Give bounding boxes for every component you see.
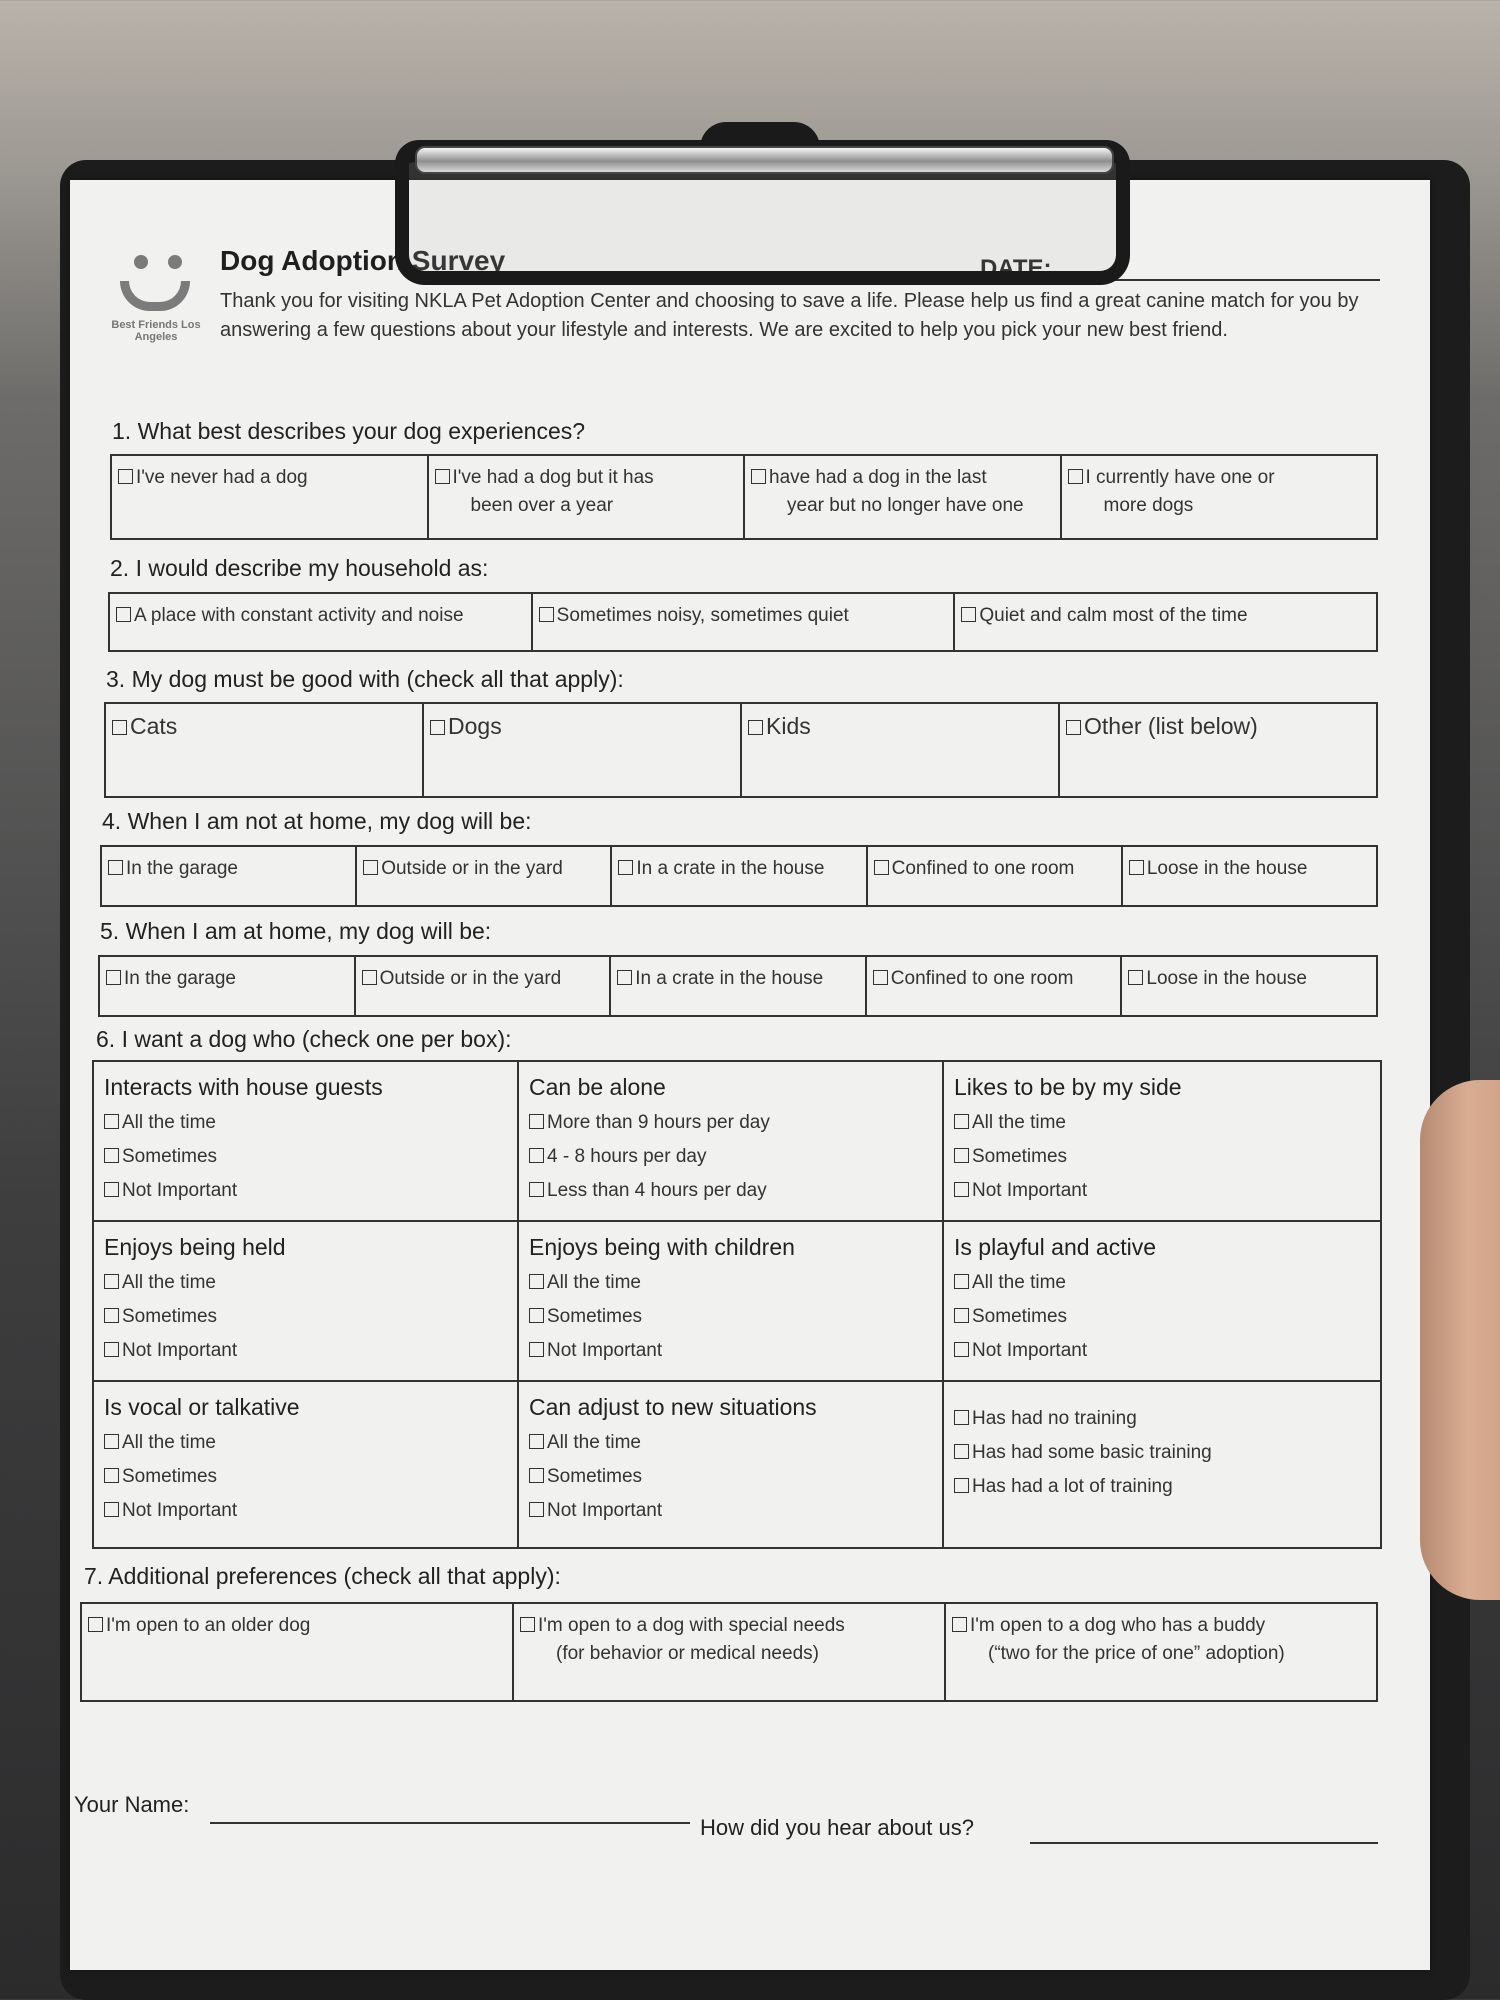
q6-cell: Enjoys being with children All the time Sometimes Not Important bbox=[519, 1222, 944, 1382]
q6-cell-training bbox=[944, 1382, 1380, 1547]
q6-option[interactable]: All the time bbox=[529, 1426, 932, 1460]
q5-option[interactable]: Outside or in the yard bbox=[354, 957, 610, 1015]
checkbox-icon[interactable] bbox=[118, 469, 133, 484]
q6-option[interactable]: Sometimes bbox=[954, 1140, 1370, 1174]
q1-option[interactable]: I've had a dog but it has been over a year bbox=[427, 456, 744, 538]
q1-title: 1. What best describes your dog experiences? bbox=[112, 418, 586, 444]
q5-option[interactable]: Confined to one room bbox=[865, 957, 1121, 1015]
name-label: Your Name: bbox=[74, 1792, 190, 1817]
q6-option[interactable]: Not Important bbox=[104, 1334, 507, 1368]
q4-title: 4. When I am not at home, my dog will be: bbox=[102, 808, 532, 834]
q7-options bbox=[80, 1602, 1378, 1702]
logo-brand-text: Best Friends Los Angeles bbox=[111, 319, 201, 343]
q6-cell: Interacts with house guests All the time Sometimes Not Important bbox=[94, 1062, 519, 1222]
q4-option[interactable]: In a crate in the house bbox=[610, 847, 865, 905]
checkbox-icon[interactable] bbox=[952, 1617, 967, 1632]
checkbox-icon[interactable] bbox=[112, 720, 127, 735]
q3-option[interactable]: Kids bbox=[740, 704, 1058, 796]
q6-grid bbox=[92, 1060, 1382, 1549]
q6-cell: Likes to be by my side All the time Sometimes Not Important bbox=[944, 1062, 1380, 1222]
checkbox-icon[interactable] bbox=[529, 1342, 544, 1357]
logo-eye-icon bbox=[134, 255, 148, 269]
checkbox-icon[interactable] bbox=[954, 1444, 969, 1459]
intro-text: Thank you for visiting NKLA Pet Adoption Center and choosing to save a life. Please help us find a great canine match for you by answering a few questions about your lifestyle and interests. We are excited to help you pick your new best friend. bbox=[220, 290, 1359, 341]
q6-option[interactable]: More than 9 hours per day bbox=[529, 1106, 932, 1140]
checkbox-icon[interactable] bbox=[748, 720, 763, 735]
q3-options bbox=[104, 702, 1378, 798]
q6-option[interactable]: Sometimes bbox=[104, 1300, 507, 1334]
q2-title: 2. I would describe my household as: bbox=[110, 555, 489, 581]
checkbox-icon[interactable] bbox=[1066, 720, 1081, 735]
checkbox-icon[interactable] bbox=[529, 1182, 544, 1197]
best-friends-logo bbox=[110, 245, 206, 355]
q5-title: 5. When I am at home, my dog will be: bbox=[100, 918, 492, 944]
q6-option[interactable]: All the time bbox=[954, 1266, 1370, 1300]
checkbox-icon[interactable] bbox=[529, 1434, 544, 1449]
q1-options bbox=[110, 454, 1378, 540]
checkbox-icon[interactable] bbox=[954, 1114, 969, 1129]
q6-option[interactable]: Has had some basic training bbox=[954, 1436, 1370, 1470]
checkbox-icon[interactable] bbox=[1129, 860, 1144, 875]
checkbox-icon[interactable] bbox=[751, 469, 766, 484]
checkbox-icon[interactable] bbox=[435, 469, 450, 484]
hear-field[interactable] bbox=[1030, 1842, 1378, 1844]
q6-option[interactable]: Not Important bbox=[954, 1334, 1370, 1368]
q4-option[interactable]: Confined to one room bbox=[866, 847, 1121, 905]
q6-option[interactable]: Not Important bbox=[104, 1174, 507, 1208]
checkbox-icon[interactable] bbox=[954, 1342, 969, 1357]
hand-thumb bbox=[1420, 1080, 1500, 1600]
q4-option[interactable]: Loose in the house bbox=[1121, 847, 1376, 905]
q6-option[interactable]: All the time bbox=[529, 1266, 932, 1300]
logo-eye-icon bbox=[168, 255, 182, 269]
checkbox-icon[interactable] bbox=[529, 1468, 544, 1483]
q4-option[interactable]: Outside or in the yard bbox=[355, 847, 610, 905]
q5-option[interactable]: In a crate in the house bbox=[609, 957, 865, 1015]
q6-cell: Can adjust to new situations All the time Sometimes Not Important bbox=[519, 1382, 944, 1547]
checkbox-icon[interactable] bbox=[104, 1274, 119, 1289]
checkbox-icon[interactable] bbox=[954, 1182, 969, 1197]
q2-options bbox=[108, 592, 1378, 652]
q7-option[interactable]: I'm open to an older dog bbox=[82, 1604, 512, 1700]
checkbox-icon[interactable] bbox=[617, 970, 632, 985]
checkbox-icon[interactable] bbox=[954, 1478, 969, 1493]
q3-option[interactable]: Cats bbox=[106, 704, 422, 796]
q2-option[interactable]: Quiet and calm most of the time bbox=[953, 594, 1376, 650]
q6-option[interactable]: All the time bbox=[954, 1106, 1370, 1140]
checkbox-icon[interactable] bbox=[104, 1308, 119, 1323]
checkbox-icon[interactable] bbox=[954, 1148, 969, 1163]
checkbox-icon[interactable] bbox=[104, 1468, 119, 1483]
q6-option[interactable]: Not Important bbox=[529, 1334, 932, 1368]
checkbox-icon[interactable] bbox=[430, 720, 445, 735]
q4-options bbox=[100, 845, 1378, 907]
checkbox-icon[interactable] bbox=[1128, 970, 1143, 985]
checkbox-icon[interactable] bbox=[104, 1182, 119, 1197]
checkbox-icon[interactable] bbox=[873, 970, 888, 985]
q6-option[interactable]: Less than 4 hours per day bbox=[529, 1174, 932, 1208]
q6-cell: Is vocal or talkative All the time Sometimes Not Important bbox=[94, 1382, 519, 1547]
q6-option[interactable]: All the time bbox=[104, 1106, 507, 1140]
q6-option[interactable]: Sometimes bbox=[954, 1300, 1370, 1334]
checkbox-icon[interactable] bbox=[106, 970, 121, 985]
q3-title: 3. My dog must be good with (check all that apply): bbox=[106, 666, 624, 692]
q1-option[interactable]: I currently have one or more dogs bbox=[1060, 456, 1377, 538]
checkbox-icon[interactable] bbox=[520, 1617, 535, 1632]
q6-option[interactable]: Not Important bbox=[104, 1494, 507, 1528]
checkbox-icon[interactable] bbox=[961, 607, 976, 622]
q6-option[interactable]: All the time bbox=[104, 1266, 507, 1300]
q6-option[interactable]: All the time bbox=[104, 1426, 507, 1460]
name-field[interactable] bbox=[210, 1822, 690, 1824]
q6-option[interactable]: Not Important bbox=[529, 1494, 932, 1528]
q2-option[interactable]: A place with constant activity and noise bbox=[110, 594, 531, 650]
checkbox-icon[interactable] bbox=[88, 1617, 103, 1632]
q6-option[interactable]: Sometimes bbox=[104, 1460, 507, 1494]
hear-label: How did you hear about us? bbox=[700, 1815, 974, 1840]
checkbox-icon[interactable] bbox=[108, 860, 123, 875]
checkbox-icon[interactable] bbox=[529, 1502, 544, 1517]
checkbox-icon[interactable] bbox=[529, 1308, 544, 1323]
q1-option[interactable]: I've never had a dog bbox=[112, 456, 427, 538]
checkbox-icon[interactable] bbox=[529, 1148, 544, 1163]
checkbox-icon[interactable] bbox=[874, 860, 889, 875]
logo-smile-icon bbox=[120, 281, 190, 311]
q5-option[interactable]: Loose in the house bbox=[1120, 957, 1376, 1015]
date-label: DATE: bbox=[980, 255, 1052, 282]
checkbox-icon[interactable] bbox=[104, 1114, 119, 1129]
q6-title: 6. I want a dog who (check one per box): bbox=[96, 1026, 512, 1052]
q6-cell: Enjoys being held All the time Sometimes Not Important bbox=[94, 1222, 519, 1382]
q3-option[interactable]: Dogs bbox=[422, 704, 740, 796]
q3-option[interactable]: Other (list below) bbox=[1058, 704, 1376, 796]
checkbox-icon[interactable] bbox=[104, 1148, 119, 1163]
checkbox-icon[interactable] bbox=[618, 860, 633, 875]
q6-option[interactable]: Sometimes bbox=[104, 1140, 507, 1174]
checkbox-icon[interactable] bbox=[954, 1274, 969, 1289]
q6-option[interactable]: Has had a lot of training bbox=[954, 1470, 1370, 1504]
q6-cell: Is playful and active All the time Sometimes Not Important bbox=[944, 1222, 1380, 1382]
checkbox-icon[interactable] bbox=[116, 607, 131, 622]
q6-option[interactable]: Sometimes bbox=[529, 1460, 932, 1494]
q6-option[interactable]: 4 - 8 hours per day bbox=[529, 1140, 932, 1174]
q5-options bbox=[98, 955, 1378, 1017]
checkbox-icon[interactable] bbox=[104, 1342, 119, 1357]
q6-option[interactable]: Not Important bbox=[954, 1174, 1370, 1208]
q6-option[interactable]: Has had no training bbox=[954, 1402, 1370, 1436]
q4-option[interactable]: In the garage bbox=[102, 847, 355, 905]
checkbox-icon[interactable] bbox=[104, 1434, 119, 1449]
checkbox-icon[interactable] bbox=[363, 860, 378, 875]
clip-bar bbox=[415, 146, 1114, 174]
q6-option[interactable]: Sometimes bbox=[529, 1300, 932, 1334]
q6-cell: Can be alone More than 9 hours per day 4 - 8 hours per day Less than 4 hours per day bbox=[519, 1062, 944, 1222]
q2-option[interactable]: Sometimes noisy, sometimes quiet bbox=[531, 594, 954, 650]
checkbox-icon[interactable] bbox=[529, 1114, 544, 1129]
checkbox-icon[interactable] bbox=[104, 1502, 119, 1517]
checkbox-icon[interactable] bbox=[954, 1410, 969, 1425]
checkbox-icon[interactable] bbox=[529, 1274, 544, 1289]
q7-option[interactable]: I'm open to a dog with special needs (for behavior or medical needs) bbox=[512, 1604, 944, 1700]
q7-title: 7. Additional preferences (check all that apply): bbox=[84, 1563, 561, 1589]
q1-option[interactable]: have had a dog in the last year but no longer have one bbox=[743, 456, 1060, 538]
checkbox-icon[interactable] bbox=[954, 1308, 969, 1323]
checkbox-icon[interactable] bbox=[539, 607, 554, 622]
checkbox-icon[interactable] bbox=[1068, 469, 1083, 484]
q5-option[interactable]: In the garage bbox=[100, 957, 354, 1015]
checkbox-icon[interactable] bbox=[362, 970, 377, 985]
form-title: Dog Adoption Survey bbox=[220, 245, 506, 276]
q7-option[interactable]: I'm open to a dog who has a buddy (“two for the price of one” adoption) bbox=[944, 1604, 1376, 1700]
